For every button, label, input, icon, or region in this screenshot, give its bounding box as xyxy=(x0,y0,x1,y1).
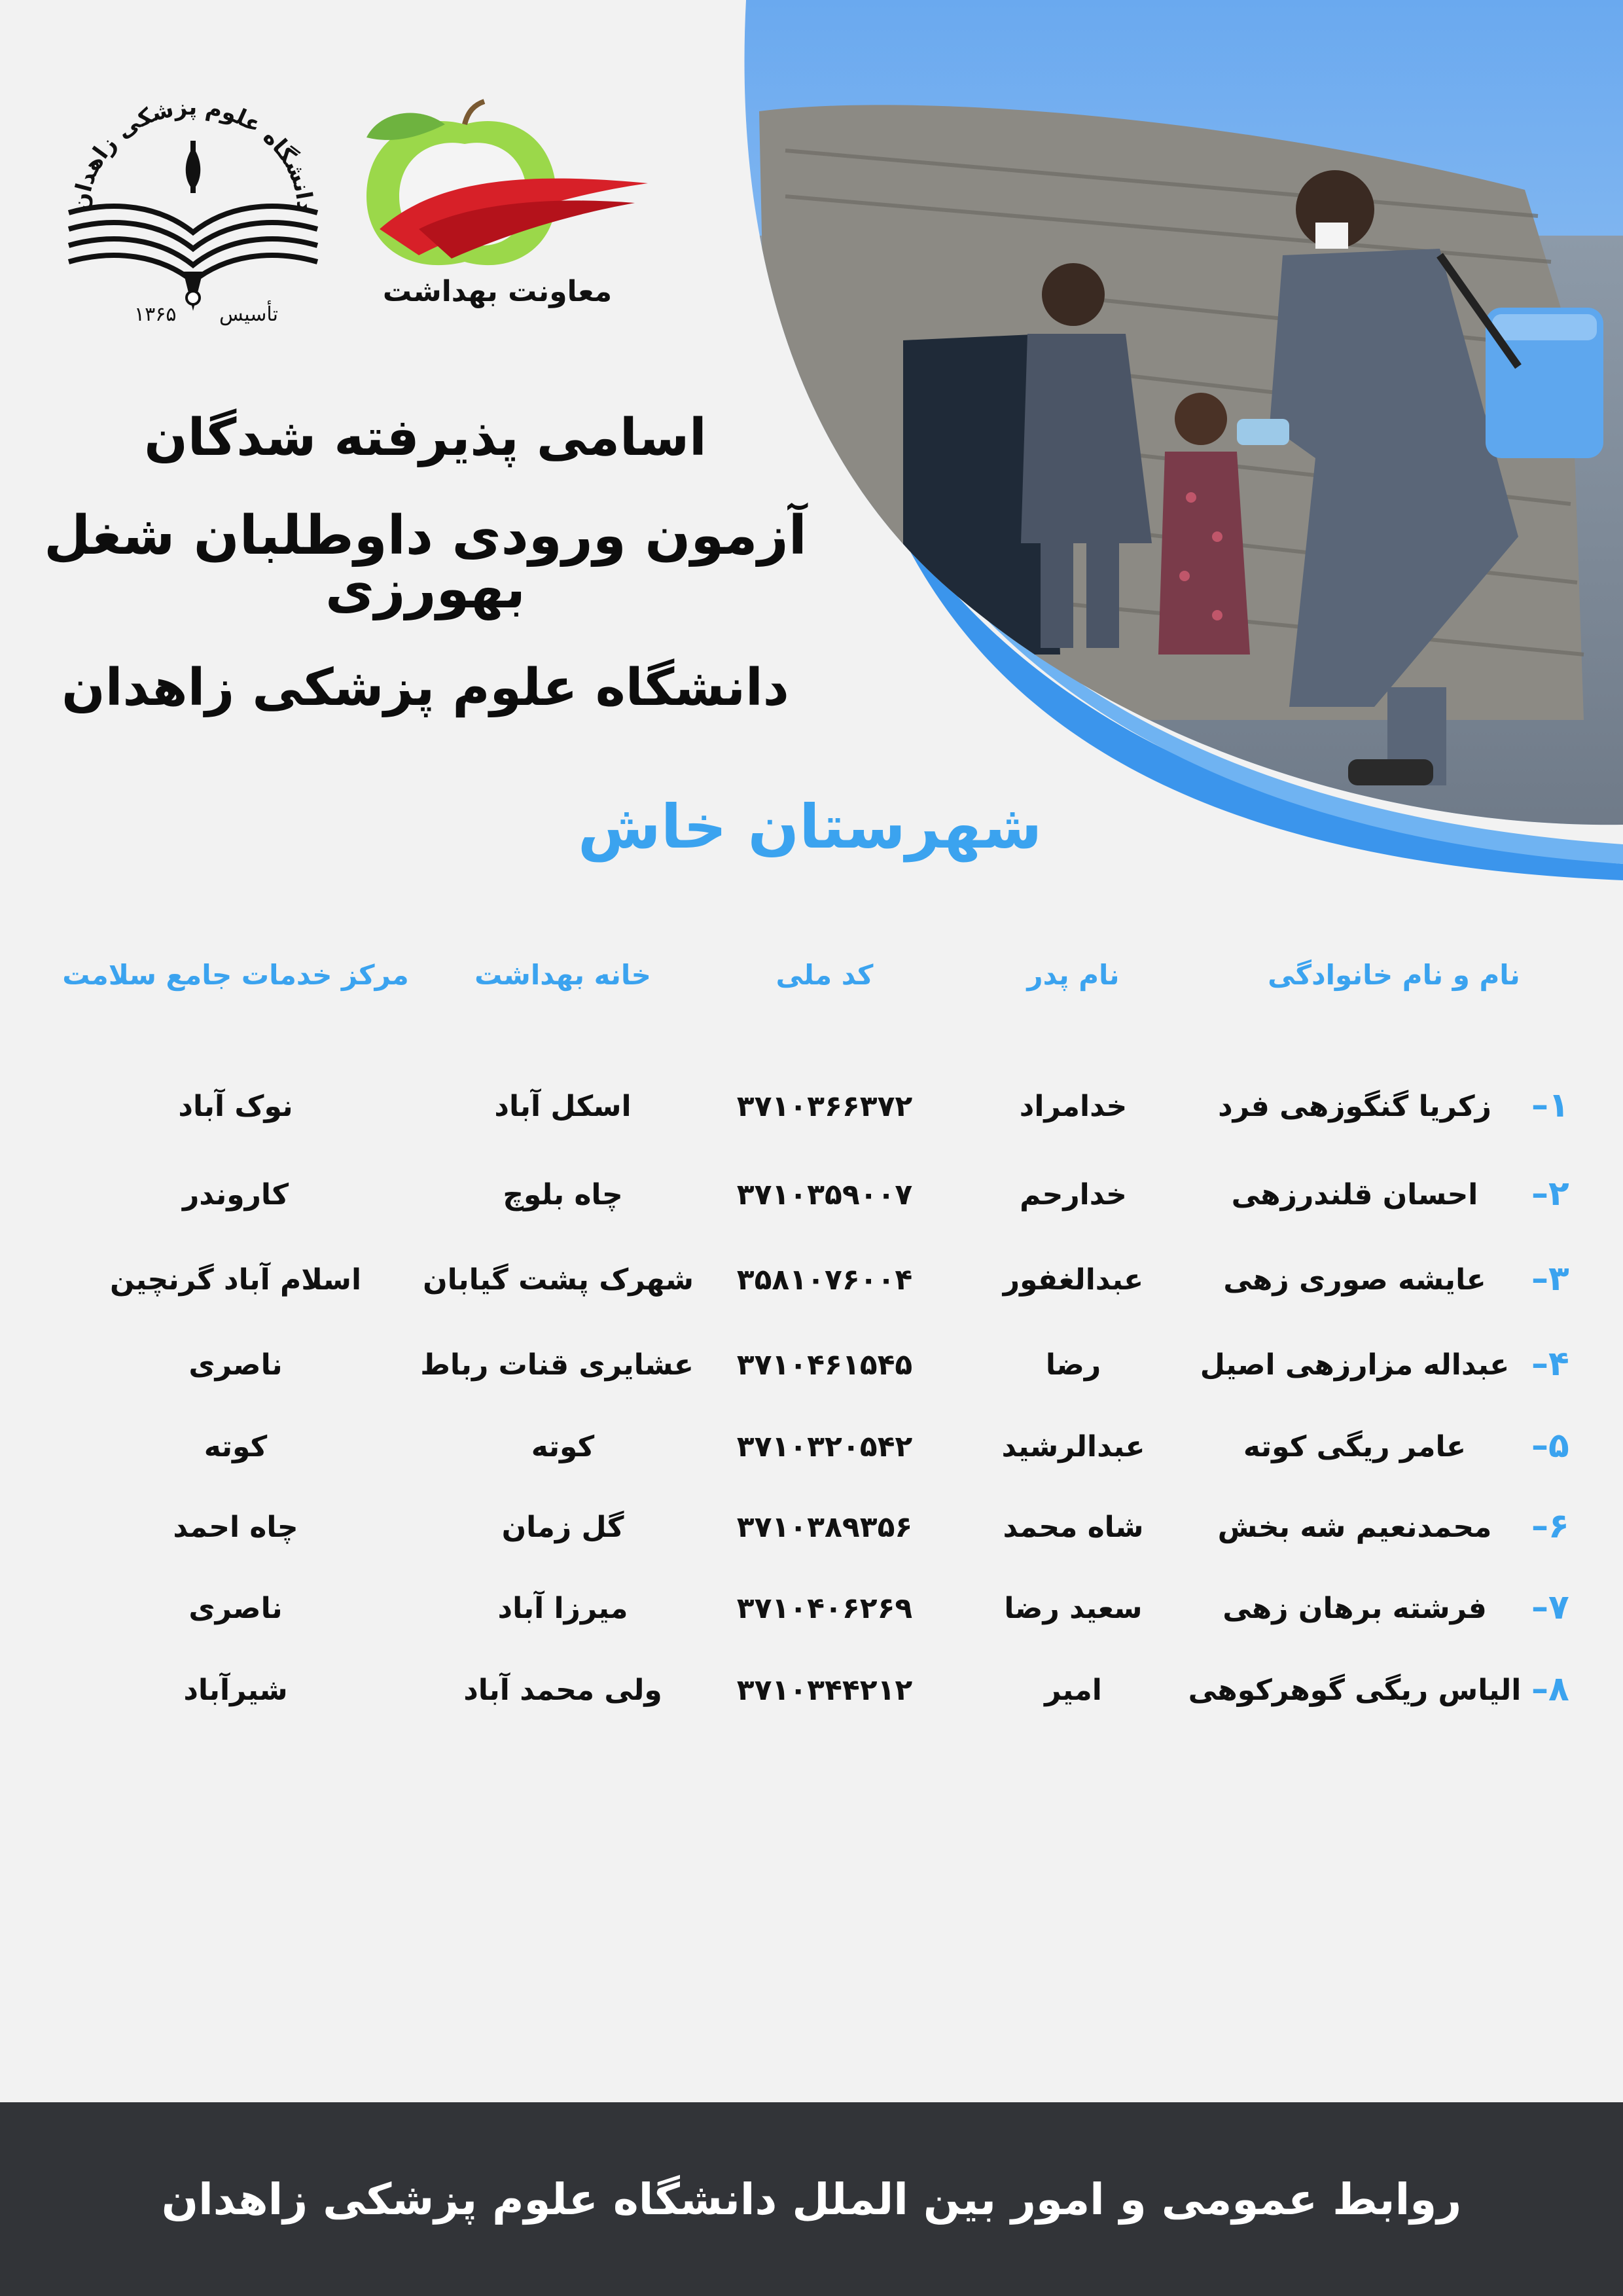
cell-national-id: ۳۷۱۰۴۶۱۵۴۵ xyxy=(736,1348,913,1382)
cell-national-id: ۳۷۱۰۳۵۹۰۰۷ xyxy=(736,1178,913,1211)
footer-text: روابط عمومی و امور بین الملل دانشگاه علوم پزشکی زاهدان xyxy=(161,2174,1462,2225)
cell-health-house: شهرک پشت گیابان xyxy=(423,1263,694,1297)
cell-health-house: عشایری قنات رباط xyxy=(420,1348,694,1382)
title-line-3: دانشگاه علوم پزشکی زاهدان xyxy=(62,658,789,717)
cell-national-id: ۳۷۱۰۳۸۹۳۵۶ xyxy=(736,1511,913,1544)
row-number: ۱– xyxy=(1531,1086,1569,1125)
title-line-1: اسامی پذیرفته شدگان xyxy=(144,408,707,467)
svg-text:۱۳۶۵: ۱۳۶۵ xyxy=(134,303,177,326)
cell-health-house: گل زمان xyxy=(501,1511,624,1544)
county-title: شهرستان خاش xyxy=(577,792,1043,862)
header-health-house: خانه بهداشت xyxy=(474,959,651,991)
cell-center: کاروندر xyxy=(182,1178,289,1211)
health-deputy-label: معاونت بهداشت xyxy=(382,275,613,308)
cell-national-id: ۳۷۱۰۳۴۴۲۱۲ xyxy=(736,1674,913,1707)
cell-father: عبدالغفور xyxy=(1003,1263,1144,1297)
row-number: ۷– xyxy=(1531,1588,1569,1627)
row-number: ۳– xyxy=(1531,1259,1569,1299)
cell-national-id: ۳۷۱۰۳۶۶۳۷۲ xyxy=(736,1090,913,1123)
row-number: ۶– xyxy=(1531,1507,1569,1546)
cell-name: فرشته برهان زهی xyxy=(1222,1592,1487,1625)
cell-father: خدامراد xyxy=(1019,1090,1128,1123)
row-number: ۵– xyxy=(1531,1426,1569,1465)
cell-center: نوک آباد xyxy=(178,1090,293,1123)
cell-health-house: میرزا آباد xyxy=(497,1592,628,1625)
cell-name: احسان قلندرزهی xyxy=(1231,1178,1478,1211)
cell-center: ناصری xyxy=(188,1592,283,1625)
cell-national-id: ۳۷۱۰۳۲۰۵۴۲ xyxy=(736,1430,913,1463)
row-number: ۸– xyxy=(1531,1670,1569,1709)
cell-father: امیر xyxy=(1044,1674,1102,1707)
cell-national-id: ۳۵۸۱۰۷۶۰۰۴ xyxy=(736,1263,913,1297)
header-father: نام پدر xyxy=(1027,959,1120,991)
footer xyxy=(0,2102,1623,2296)
cell-name: عایشه صوری زهی xyxy=(1223,1263,1486,1297)
header-name: نام و نام خانوادگی xyxy=(1268,959,1520,991)
cell-father: عبدالرشید xyxy=(1001,1430,1145,1463)
cell-name: عامر ریگی کوته xyxy=(1243,1430,1467,1463)
svg-text:دانشگاه علوم پزشکی زاهدان: دانشگاه علوم پزشکی زاهدان xyxy=(67,101,319,213)
cell-name: عبداله مزارزهی اصیل xyxy=(1200,1348,1510,1382)
cell-name: الیاس ریگی گوهرکوهی xyxy=(1188,1674,1522,1707)
cell-name: محمدنعیم شه بخش xyxy=(1217,1511,1492,1544)
title-line-2: آزمون ورودی داوطلبان شغل بهورزی xyxy=(44,505,807,620)
cell-father: رضا xyxy=(1045,1348,1101,1382)
cell-health-house: کوته xyxy=(531,1430,595,1463)
header-center: مرکز خدمات جامع سلامت xyxy=(62,959,409,991)
cell-center: چاه احمد xyxy=(173,1511,298,1544)
header-national-id: کد ملی xyxy=(776,959,874,991)
cell-center: اسلام آباد گرنچین xyxy=(109,1263,362,1297)
cell-father: خدارحم xyxy=(1020,1178,1127,1211)
cell-center: شیرآباد xyxy=(183,1674,288,1707)
cell-health-house: اسکل آباد xyxy=(494,1090,632,1123)
cell-name: زکریا گنگوزهی فرد xyxy=(1218,1090,1491,1123)
cell-health-house: چاه بلوچ xyxy=(503,1178,623,1211)
cell-center: کوته xyxy=(204,1430,268,1463)
svg-text:تأسیس: تأسیس xyxy=(219,303,278,326)
cell-national-id: ۳۷۱۰۴۰۶۲۶۹ xyxy=(736,1592,913,1625)
cell-father: شاه محمد xyxy=(1003,1511,1144,1544)
cell-father: سعید رضا xyxy=(1004,1592,1143,1625)
cell-center: ناصری xyxy=(188,1348,283,1382)
row-number: ۴– xyxy=(1531,1344,1569,1384)
cell-health-house: ولی محمد آباد xyxy=(463,1674,662,1707)
row-number: ۲– xyxy=(1531,1174,1569,1213)
